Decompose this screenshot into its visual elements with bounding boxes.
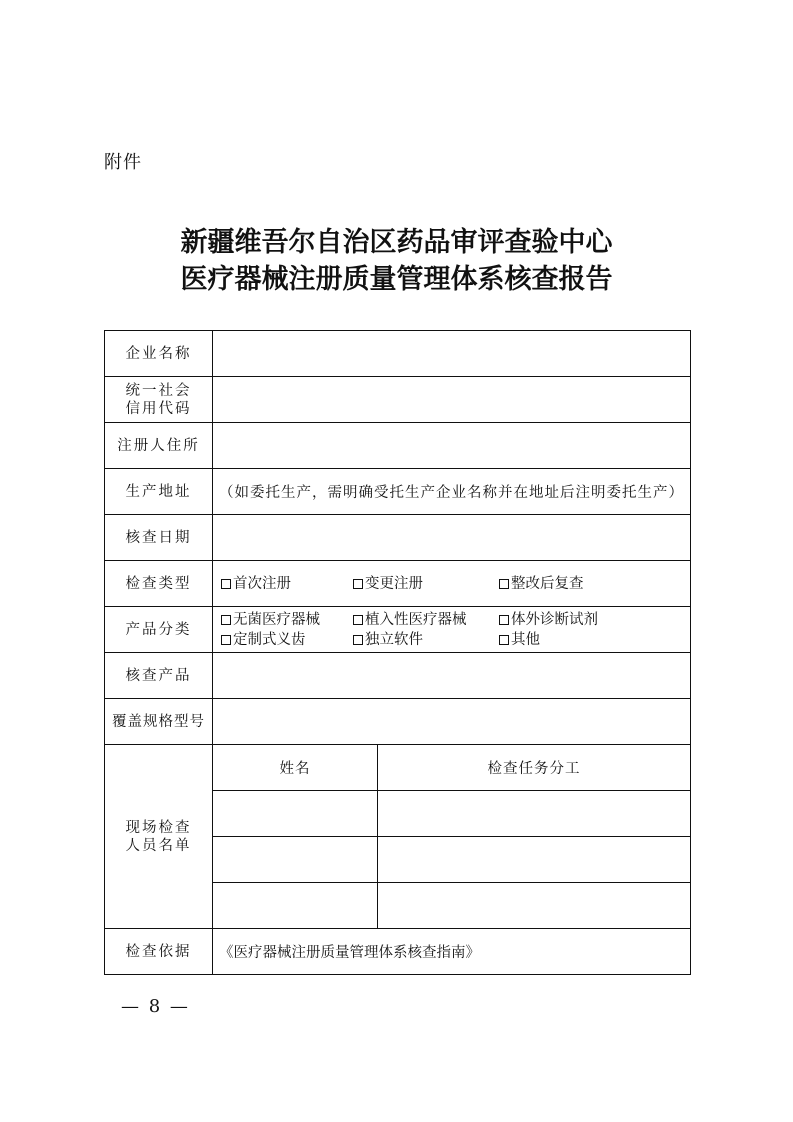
row-inspection-type [105, 561, 691, 607]
row-company-name [105, 331, 691, 377]
production-address-label: 生产地址 [105, 469, 213, 515]
product-category-option[interactable]: 无菌医疗器械 [221, 610, 353, 630]
inspected-products-field[interactable] [213, 653, 691, 699]
row-staff-header [105, 745, 691, 791]
staff-task-cell[interactable] [378, 791, 691, 837]
product-category-option[interactable]: 植入性医疗器械 [353, 610, 499, 630]
staff-name-cell[interactable] [213, 791, 378, 837]
credit-code-label: 统一社会 信用代码 [105, 377, 213, 423]
covered-models-label: 覆盖规格型号 [105, 699, 213, 745]
checkbox-icon[interactable] [353, 615, 363, 625]
row-production-address [105, 469, 691, 515]
inspection-type-option[interactable]: 首次注册 [221, 574, 353, 594]
inspection-basis-label: 检查依据 [105, 929, 213, 975]
covered-models-field[interactable] [213, 699, 691, 745]
inspection-basis-value: 《医疗器械注册质量管理体系核查指南》 [213, 929, 691, 975]
inspection-type-option[interactable]: 变更注册 [353, 574, 499, 594]
inspection-type-options [213, 561, 691, 607]
checkbox-icon[interactable] [499, 579, 509, 589]
checkbox-icon[interactable] [221, 635, 231, 645]
product-category-options [213, 607, 691, 653]
row-registrant-address [105, 423, 691, 469]
checkbox-icon[interactable] [353, 579, 363, 589]
checkbox-icon[interactable] [221, 579, 231, 589]
row-inspected-products [105, 653, 691, 699]
checkbox-icon[interactable] [499, 635, 509, 645]
staff-name-cell[interactable] [213, 837, 378, 883]
report-title-line2: 医疗器械注册质量管理体系核查报告 [180, 264, 613, 295]
checkbox-icon[interactable] [221, 615, 231, 625]
inspection-date-label: 核查日期 [105, 515, 213, 561]
credit-code-field[interactable] [213, 377, 691, 423]
production-address-field[interactable]: （如委托生产，需明确受托生产企业名称并在地址后注明委托生产） [213, 469, 691, 515]
page-number: — 8 — [121, 996, 190, 1017]
row-inspection-basis [105, 929, 691, 975]
report-title-line1: 新疆维吾尔自治区药品审评查验中心 [180, 227, 613, 258]
inspection-type-label: 检查类型 [105, 561, 213, 607]
company-name-label: 企业名称 [105, 331, 213, 377]
company-name-field[interactable] [213, 331, 691, 377]
checkbox-icon[interactable] [353, 635, 363, 645]
staff-task-cell[interactable] [378, 883, 691, 929]
row-covered-models [105, 699, 691, 745]
inspection-report-form [104, 330, 691, 975]
inspection-date-field[interactable] [213, 515, 691, 561]
product-category-label: 产品分类 [105, 607, 213, 653]
product-category-option[interactable]: 独立软件 [353, 630, 499, 650]
inspected-products-label: 核查产品 [105, 653, 213, 699]
staff-task-cell[interactable] [378, 837, 691, 883]
row-inspection-date [105, 515, 691, 561]
product-category-option[interactable]: 定制式义齿 [221, 630, 353, 650]
staff-list-label: 现场检查 人员名单 [105, 745, 213, 929]
staff-name-header: 姓名 [213, 745, 378, 791]
checkbox-icon[interactable] [499, 615, 509, 625]
staff-task-header: 检查任务分工 [378, 745, 691, 791]
row-product-category [105, 607, 691, 653]
staff-name-cell[interactable] [213, 883, 378, 929]
attachment-label: 附件 [104, 152, 142, 173]
product-category-option[interactable]: 其他 [499, 630, 540, 650]
registrant-address-label: 注册人住所 [105, 423, 213, 469]
registrant-address-field[interactable] [213, 423, 691, 469]
inspection-type-option[interactable]: 整改后复查 [499, 574, 584, 594]
product-category-option[interactable]: 体外诊断试剂 [499, 610, 598, 630]
row-credit-code [105, 377, 691, 423]
